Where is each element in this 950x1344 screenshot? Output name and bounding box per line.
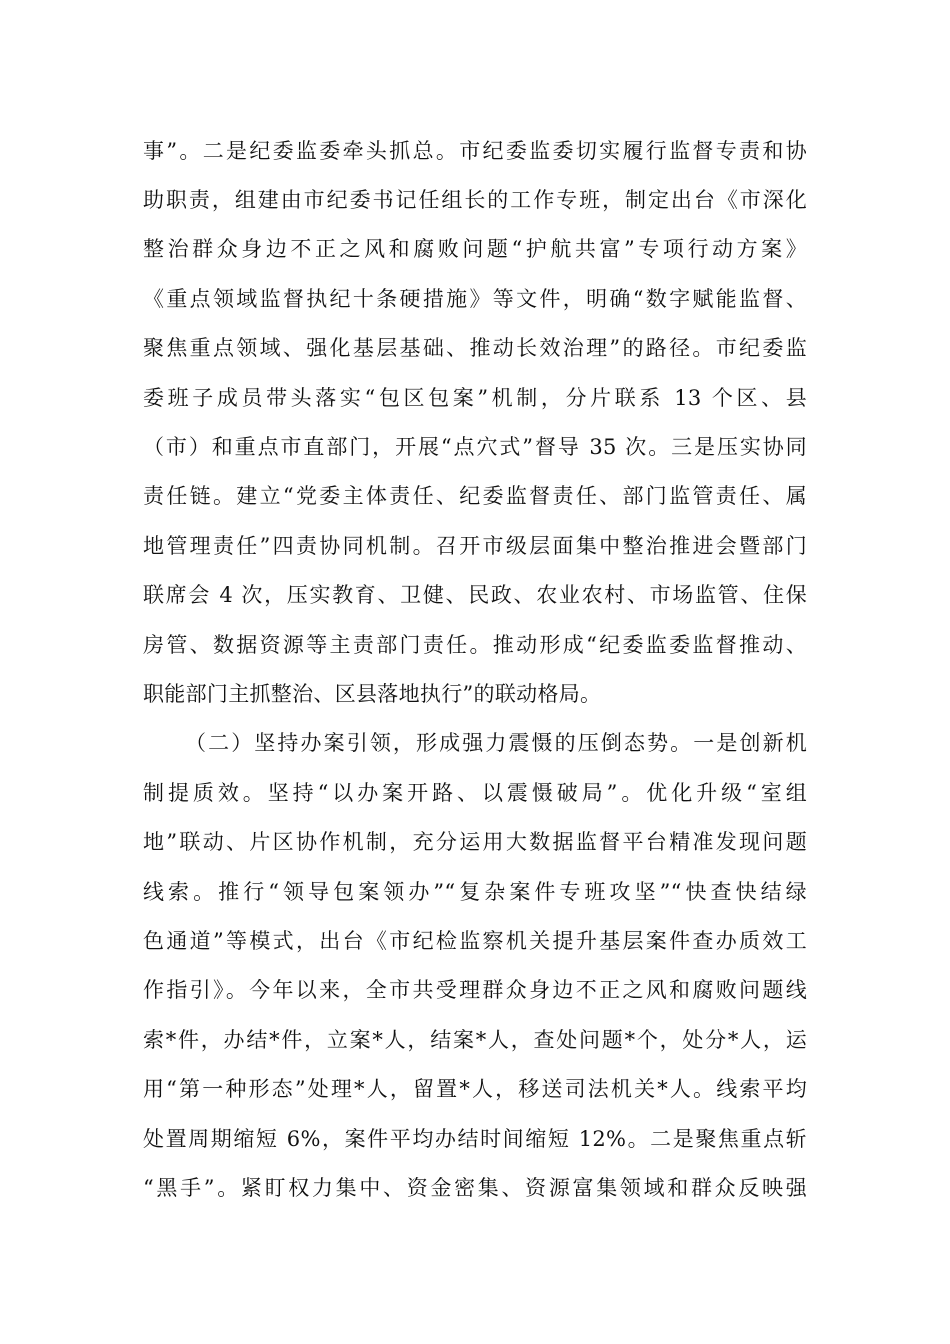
text-line: 职能部门主抓整治、区县落地执行”的联动格局。 [143,682,602,706]
text-line: 事”。二是纪委监委牵头抓总。市纪委监委切实履行监督专责和协 [143,139,807,163]
text-line: 房管、数据资源等主责部门责任。推动形成“纪委监委监督推动、 [143,633,807,657]
text-line: 色通道”等模式，出台《市纪检监察机关提升基层案件查办质效工 [143,929,807,953]
text-line: 聚焦重点领域、强化基层基础、推动长效治理”的路径。市纪委监 [143,336,807,360]
text-line: 地”联动、片区协作机制，充分运用大数据监督平台精准发现问题 [143,830,807,854]
paragraph-heading-line: （二）坚持办案引领，形成强力震慑的压倒态势。一是创新机 [185,731,807,755]
text-line: 《重点领域监督执纪十条硬措施》等文件，明确“数字赋能监督、 [143,287,807,311]
text-line: 地管理责任”四责协同机制。召开市级层面集中整治推进会暨部门 [143,534,807,558]
text-line: “黑手”。紧盯权力集中、资金密集、资源富集领域和群众反映强 [143,1176,807,1200]
text-line: 委班子成员带头落实“包区包案”机制，分片联系 13 个区、县 [143,386,807,410]
text-line: 助职责，组建由市纪委书记任组长的工作专班，制定出台《市深化 [143,188,807,212]
text-line: 整治群众身边不正之风和腐败问题“护航共富”专项行动方案》 [143,237,807,261]
text-line: 责任链。建立“党委主体责任、纪委监督责任、部门监管责任、属 [143,484,807,508]
text-line: 用“第一种形态”处理*人，留置*人，移送司法机关*人。线索平均 [143,1077,807,1101]
text-line: 作指引》。今年以来，全市共受理群众身边不正之风和腐败问题线 [143,978,807,1002]
text-line: 索*件，办结*件，立案*人，结案*人，查处问题*个，处分*人，运 [143,1028,807,1052]
text-line: 处置周期缩短 6%，案件平均办结时间缩短 12%。二是聚焦重点斩 [143,1127,807,1151]
text-line: 联席会 4 次，压实教育、卫健、民政、农业农村、市场监管、住保 [143,583,807,607]
text-line: 线索。推行“领导包案领办”“复杂案件专班攻坚”“快查快结绿 [143,880,807,904]
text-line: （市）和重点市直部门，开展“点穴式”督导 35 次。三是压实协同 [143,435,807,459]
text-line: 制提质效。坚持“以办案开路、以震慑破局”。优化升级“室组 [143,781,807,805]
